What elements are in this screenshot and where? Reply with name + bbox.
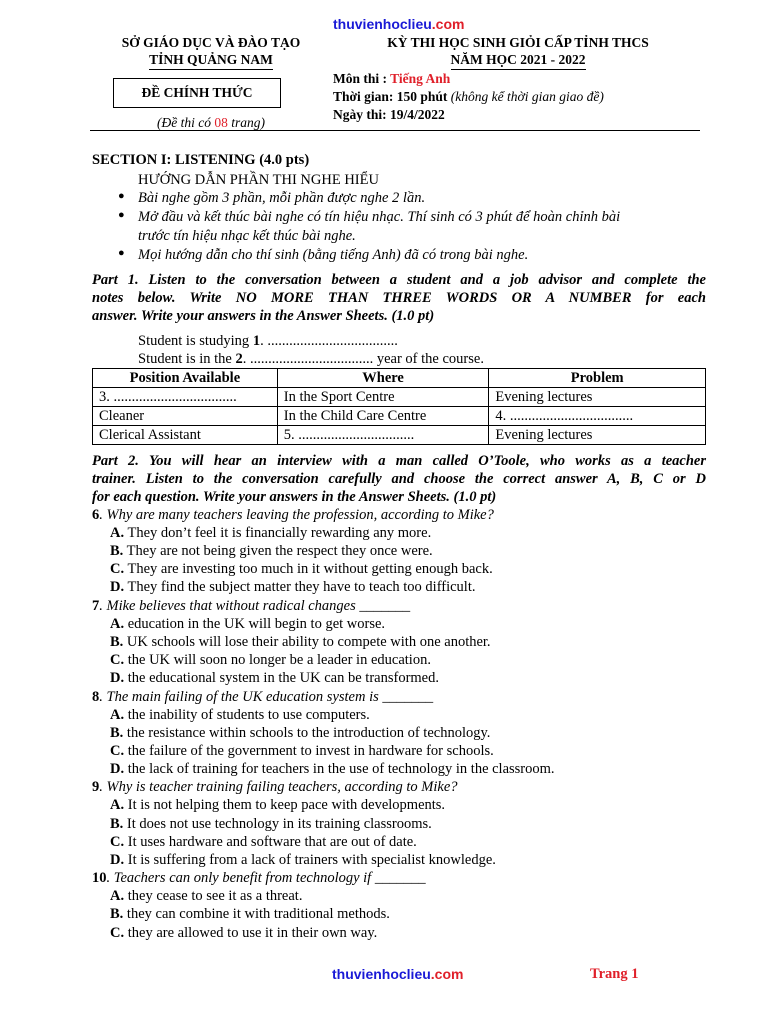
- guide-title: HƯỚNG DẪN PHẦN THI NGHE HIỂU: [138, 172, 379, 188]
- guide-bullet-2: Mở đầu và kết thúc bài nghe có tín hiệu nhạc. Thí sinh có 3 phút để hoàn chỉnh bài: [138, 209, 621, 225]
- subject-line: Môn thi : Tiếng Anh: [333, 71, 451, 86]
- option-6b: B. They are not being given the respect they once were.: [110, 543, 433, 559]
- table-header-row: [93, 369, 706, 388]
- official-exam-box: ĐỀ CHÍNH THỨC: [113, 78, 281, 108]
- watermark-bottom: thuvienhoclieu.com: [332, 966, 464, 982]
- part1-instruction-2: notes below. Write NO MORE THAN THREE WORDS OR A NUMBER for each: [92, 290, 706, 306]
- bullet-icon: ●: [118, 247, 125, 259]
- table-cell: In the Child Care Centre: [277, 407, 489, 426]
- table-cell: 4. ..................................: [489, 407, 706, 426]
- option-6a: A. They don’t feel it is financially rewarding any more.: [110, 525, 432, 541]
- option-9d: D. It is suffering from a lack of trainers with specialist knowledge.: [110, 852, 496, 868]
- table-cell: Evening lectures: [489, 426, 706, 445]
- question-8: 8. The main failing of the UK education system is _______: [92, 689, 434, 705]
- bullet-icon: ●: [118, 209, 125, 221]
- table-cell: 3. ..................................: [93, 388, 278, 407]
- option-8b: B. the resistance within schools to the introduction of technology.: [110, 725, 491, 741]
- table-row: [93, 407, 706, 426]
- header-divider: [90, 130, 700, 131]
- table-row: [93, 426, 706, 445]
- option-9b: B. It does not use technology in its training classrooms.: [110, 816, 432, 832]
- department-name: SỞ GIÁO DỤC VÀ ĐÀO TẠO: [121, 35, 301, 50]
- page-number: Trang 1: [590, 966, 639, 982]
- table-header: Position Available: [93, 369, 278, 388]
- school-year: NĂM HỌC 2021 - 2022: [451, 51, 586, 70]
- header-right: [333, 34, 703, 70]
- table-cell: Evening lectures: [489, 388, 706, 407]
- positions-table: [92, 368, 706, 445]
- watermark-top: thuvienhoclieu.com: [333, 16, 465, 32]
- table-header: Problem: [489, 369, 706, 388]
- option-7c: C. the UK will soon no longer be a leader in education.: [110, 652, 431, 668]
- option-10a: A. they cease to see it as a threat.: [110, 888, 303, 904]
- option-10b: B. they can combine it with traditional methods.: [110, 906, 390, 922]
- table-cell: Clerical Assistant: [93, 426, 278, 445]
- part2-instruction-2: trainer. Listen to the conversation carefully and choose the correct answer A, B, C or D: [92, 471, 706, 487]
- note-1: Student is studying 1. ....................................: [138, 333, 398, 349]
- option-8c: C. the failure of the government to invest in hardware for schools.: [110, 743, 494, 759]
- option-9a: A. It is not helping them to keep pace with developments.: [110, 797, 446, 813]
- option-7b: B. UK schools will lose their ability to compete with one another.: [110, 634, 491, 650]
- part1-instruction-1: Part 1. Listen to the conversation between a student and a job advisor and complete the: [92, 272, 706, 288]
- exam-title: KỲ THI HỌC SINH GIỎI CẤP TỈNH THCS: [387, 35, 649, 50]
- option-6c: C. They are investing too much in it without getting enough back.: [110, 561, 493, 577]
- question-9: 9. Why is teacher training failing teachers, according to Mike?: [92, 779, 458, 795]
- guide-bullet-3: Mọi hướng dẫn cho thí sinh (bằng tiếng Anh) đã có trong bài nghe.: [138, 247, 529, 263]
- date-line: Ngày thi: 19/4/2022: [333, 107, 445, 122]
- time-line: Thời gian: 150 phút (không kể thời gian giao đề): [333, 89, 604, 104]
- table-header: Where: [277, 369, 489, 388]
- part1-instruction-3: answer. Write your answers in the Answer Sheets. (1.0 pt): [92, 308, 435, 324]
- question-7: 7. Mike believes that without radical changes _______: [92, 598, 411, 614]
- part2-instruction-3: for each question. Write your answers in the Answer Sheets. (1.0 pt): [92, 489, 497, 505]
- question-6: 6. Why are many teachers leaving the profession, according to Mike?: [92, 507, 494, 523]
- question-10: 10. Teachers can only benefit from technology if _______: [92, 870, 426, 886]
- option-10c: C. they are allowed to use it in their own way.: [110, 925, 378, 941]
- option-6d: D. They find the subject matter they have to teach too difficult.: [110, 579, 476, 595]
- note-2: Student is in the 2. .................................. year of the course.: [138, 351, 484, 367]
- province-name: TỈNH QUẢNG NAM: [149, 51, 273, 70]
- option-8d: D. the lack of training for teachers in the use of technology in the classroom.: [110, 761, 555, 777]
- table-cell: 5. ................................: [277, 426, 489, 445]
- page-count-note: (Đề thi có 08 trang): [157, 115, 265, 130]
- header-left: [92, 34, 330, 70]
- section-title: SECTION I: LISTENING (4.0 pts): [92, 152, 310, 168]
- option-7d: D. the educational system in the UK can be transformed.: [110, 670, 439, 686]
- table-cell: In the Sport Centre: [277, 388, 489, 407]
- guide-bullet-2-cont: trước tín hiệu nhạc kết thúc bài nghe.: [138, 228, 356, 244]
- guide-bullet-1: Bài nghe gồm 3 phần, mỗi phần được nghe 2 lần.: [138, 190, 426, 206]
- part2-instruction-1: Part 2. You will hear an interview with a man called O’Toole, who works as a teacher: [92, 453, 706, 469]
- option-7a: A. education in the UK will begin to get worse.: [110, 616, 386, 632]
- option-8a: A. the inability of students to use computers.: [110, 707, 370, 723]
- bullet-icon: ●: [118, 190, 125, 202]
- table-row: [93, 388, 706, 407]
- option-9c: C. It uses hardware and software that are out of date.: [110, 834, 417, 850]
- exam-meta: [333, 70, 604, 124]
- table-cell: Cleaner: [93, 407, 278, 426]
